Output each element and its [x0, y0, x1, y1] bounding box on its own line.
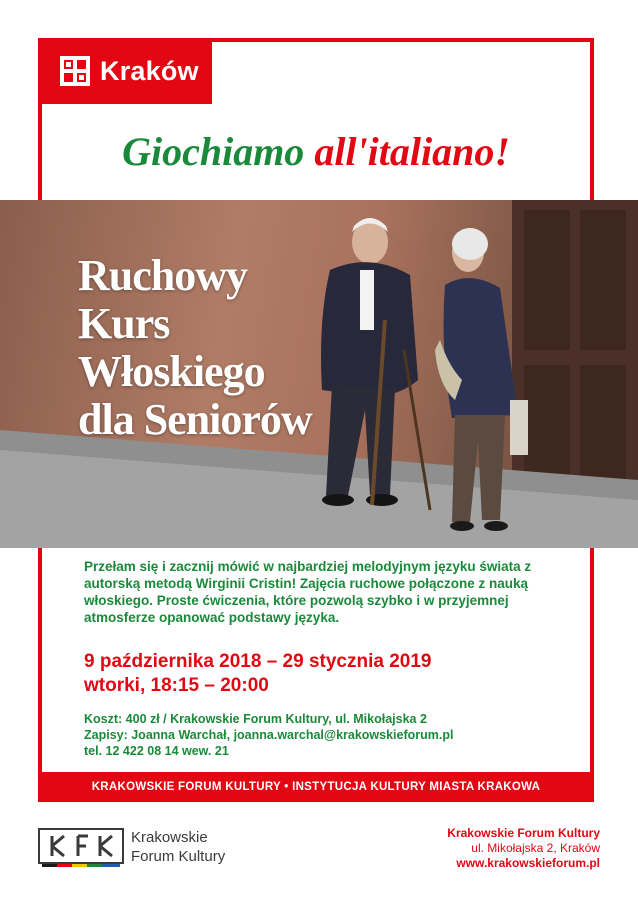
contact-address: ul. Mikołajska 2, Kraków	[471, 841, 600, 855]
course-description: Przełam się i zacznij mówić w najbardziej melodyjnym języku świata z autorską metodą Wirginii Cristin! Zajęcia ruchowe połączone z nauką włoskiego. Proste ćwiczenia, które pozwolą szybko i w przyjemnej atmosferze opanować podstawy języka.	[84, 559, 532, 625]
title-line: dla Seniorów	[78, 395, 312, 444]
brand-name: Kraków	[100, 55, 199, 86]
kfk-name-line1: Krakowskie	[131, 829, 208, 846]
course-info	[84, 711, 564, 759]
headline-part-green: Giochiamo	[122, 129, 305, 174]
course-title	[78, 252, 312, 444]
info-signup: Zapisy: Joanna Warchał, joanna.warchal@krakowskieforum.pl	[84, 728, 454, 742]
headline	[38, 128, 594, 175]
title-line: Kurs	[78, 299, 170, 348]
institution-bar: KRAKOWSKIE FORUM KULTURY • INSTYTUCJA KULTURY MIASTA KRAKOWA	[38, 772, 594, 802]
krakow-logo-icon	[60, 56, 90, 86]
kfk-name	[131, 828, 225, 866]
headline-part-red: all'italiano!	[314, 129, 510, 174]
kfk-logo-icon	[38, 828, 124, 868]
schedule-dates: 9 października 2018 – 29 stycznia 2019	[84, 651, 432, 672]
info-phone: tel. 12 422 08 14 wew. 21	[84, 744, 229, 758]
contact-name: Krakowskie Forum Kultury	[447, 826, 600, 840]
title-line: Włoskiego	[78, 347, 265, 396]
title-line: Ruchowy	[78, 251, 248, 300]
kfk-name-line2: Forum Kultury	[131, 848, 226, 865]
brand-badge	[38, 38, 212, 104]
contact-website[interactable]: www.krakowskieforum.pl	[456, 856, 600, 870]
schedule-times: wtorki, 18:15 – 20:00	[84, 675, 269, 696]
contact-block	[447, 826, 600, 871]
schedule	[84, 650, 564, 698]
info-cost: Koszt: 400 zł / Krakowskie Forum Kultury, ul. Mikołajska 2	[84, 712, 427, 726]
